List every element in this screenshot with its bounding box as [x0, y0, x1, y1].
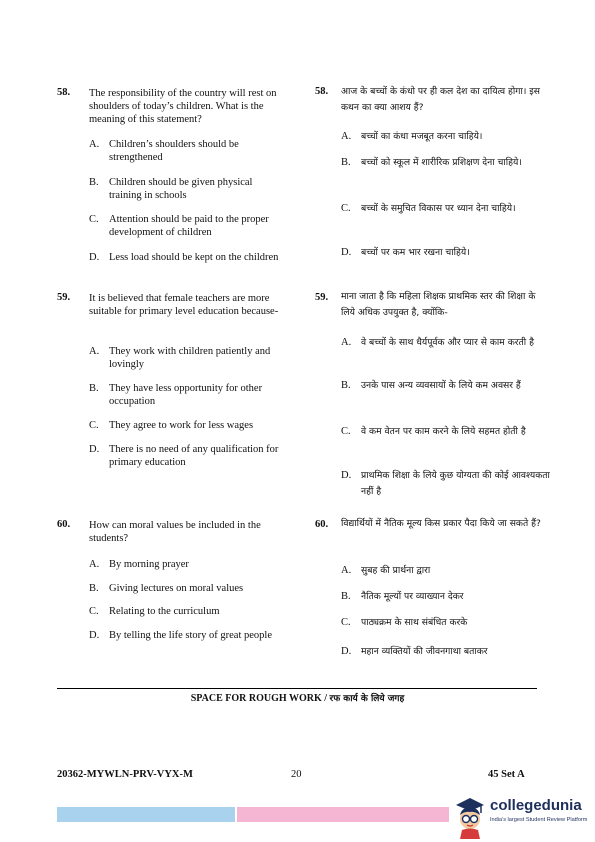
brand-logo [452, 795, 592, 839]
question-number: 58. [57, 87, 71, 98]
rough-work-en: SPACE FOR ROUGH WORK / [190, 693, 330, 704]
rough-work-divider [57, 688, 537, 689]
question-number: 59. [57, 292, 71, 303]
brand-name: collegedunia [490, 797, 582, 814]
question-number: 60. [57, 519, 71, 530]
question-text: माना जाता है कि महिला शिक्षक प्राथमिक स्तर की शिक्षा के लिये अधिक उपयुक्त है, क्योंकि- [341, 291, 536, 318]
question-text: विद्यार्थियों में नैतिक मूल्य किस प्रकार पैदा किये जा सकते हैं? [341, 518, 541, 529]
student-mascot-icon [452, 795, 488, 839]
set-label: 45 Set A [488, 769, 525, 780]
brand-tagline: India's largest Student Review Platform [490, 817, 588, 823]
question-text: आज के बच्चों के कंधो पर ही कल देश का दायित्व होगा। इस कथन का क्या आशय हैं? [341, 86, 540, 113]
question-number: 59. [315, 292, 329, 303]
page-number: 20 [291, 769, 302, 780]
paper-code: 20362-MYWLN-PRV-VYX-M [57, 769, 193, 780]
rough-work-hi: रफ कार्य के लिये जगह [329, 694, 405, 704]
rough-work-heading [0, 691, 595, 704]
footer-band-blue [57, 807, 235, 822]
question-text: It is believed that female teachers are more suitable for primary level education because- [89, 293, 279, 317]
question-text: How can moral values be included in the students? [89, 520, 261, 544]
question-number: 58. [315, 86, 329, 97]
question-number: 60. [315, 519, 329, 530]
question-text: The responsibility of the country will rest on shoulders of today’s children. What is the meaning of this statement? [89, 88, 277, 125]
footer-band-pink [237, 807, 449, 822]
